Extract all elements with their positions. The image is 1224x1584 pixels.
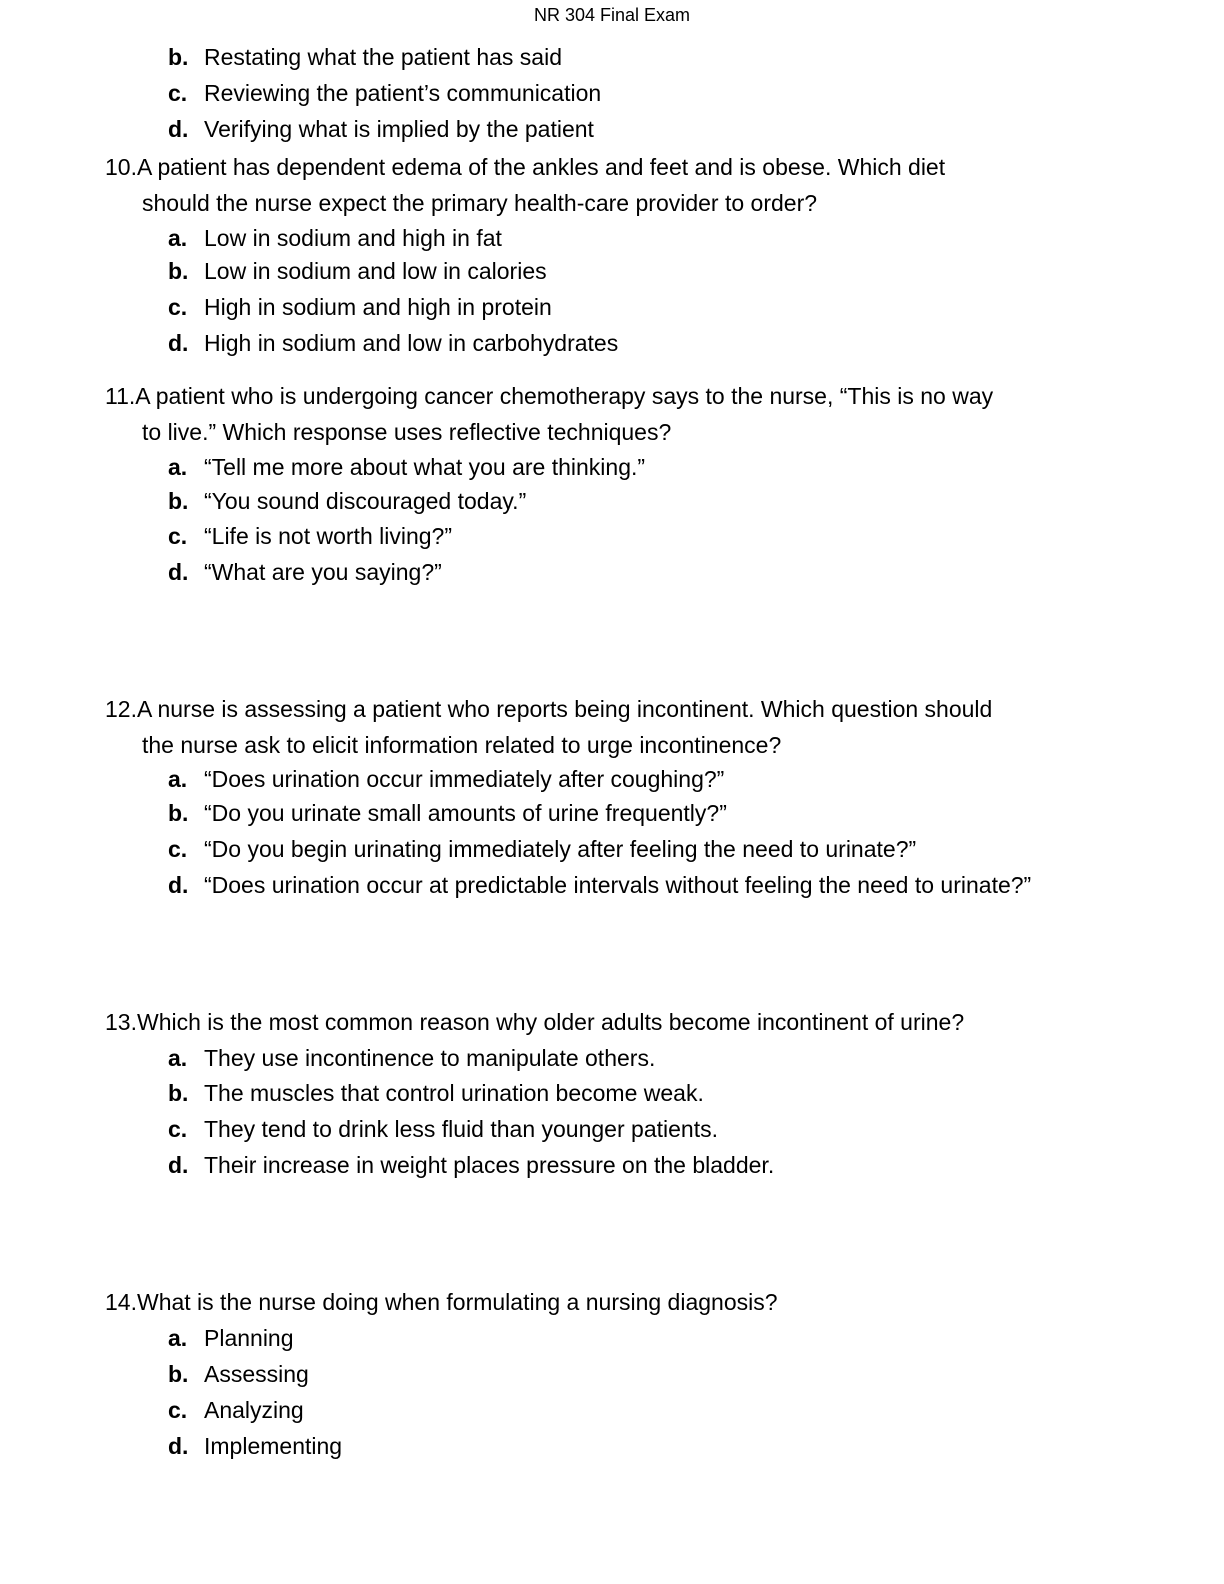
option-text: “Do you begin urinating immediately after feeling the need to urinate?” xyxy=(204,836,917,862)
option-letter: d. xyxy=(168,872,189,898)
question-14-option-a xyxy=(168,1324,294,1352)
question-12-option-c xyxy=(168,835,916,863)
option-letter: b. xyxy=(168,1080,189,1106)
option-text: Analyzing xyxy=(204,1397,304,1423)
question-11-option-b xyxy=(168,487,526,515)
question-11-stem-line-1 xyxy=(105,382,993,410)
question-stem: A nurse is assessing a patient who reports being incontinent. Which question should xyxy=(136,696,993,722)
option-text: Restating what the patient has said xyxy=(204,44,563,70)
option-text: “Tell me more about what you are thinking.” xyxy=(204,454,646,480)
question-10-option-d xyxy=(168,329,618,357)
question-stem: What is the nurse doing when formulating a nursing diagnosis? xyxy=(136,1289,778,1315)
option-text: Low in sodium and low in calories xyxy=(204,258,547,284)
option-text: “What are you saying?” xyxy=(204,559,442,585)
option-text: Implementing xyxy=(204,1433,343,1459)
question-13-option-d xyxy=(168,1151,774,1179)
question-12-option-b xyxy=(168,799,727,827)
question-13-option-a xyxy=(168,1044,655,1072)
option-text: “Do you urinate small amounts of urine frequently?” xyxy=(204,800,727,826)
question-stem: A patient has dependent edema of the ankles and feet and is obese. Which diet xyxy=(136,154,946,180)
option-text: “You sound discouraged today.” xyxy=(204,488,527,514)
option-text: The muscles that control urination become weak. xyxy=(204,1080,704,1106)
question-10-stem-line-2: should the nurse expect the primary health-care provider to order? xyxy=(142,190,818,216)
question-number: 12. xyxy=(105,696,137,722)
option-letter: a. xyxy=(168,454,188,480)
option-letter: d. xyxy=(168,1433,189,1459)
question-stem: Which is the most common reason why older adults become incontinent of urine? xyxy=(136,1009,965,1035)
option-continued-c xyxy=(168,79,601,107)
option-letter: b. xyxy=(168,258,189,284)
question-12-stem-line-2: the nurse ask to elicit information related to urge incontinence? xyxy=(142,732,782,758)
question-11-option-a xyxy=(168,453,645,481)
option-letter: d. xyxy=(168,116,189,142)
option-text: “Does urination occur immediately after coughing?” xyxy=(204,766,725,792)
option-text: “Does urination occur at predictable intervals without feeling the need to urinate?” xyxy=(204,872,1032,898)
option-text: High in sodium and low in carbohydrates xyxy=(204,330,619,356)
option-text: Assessing xyxy=(204,1361,309,1387)
option-letter: a. xyxy=(168,1045,188,1071)
option-text: They tend to drink less fluid than younger patients. xyxy=(204,1116,718,1142)
option-letter: d. xyxy=(168,330,189,356)
option-letter: c. xyxy=(168,523,188,549)
question-10-option-b xyxy=(168,257,547,285)
question-11-option-d xyxy=(168,558,442,586)
question-14-option-b xyxy=(168,1360,309,1388)
option-letter: b. xyxy=(168,44,189,70)
option-letter: c. xyxy=(168,1397,188,1423)
option-continued-b xyxy=(168,43,562,71)
option-text: Planning xyxy=(204,1325,294,1351)
question-10-option-c xyxy=(168,293,552,321)
question-number: 10. xyxy=(105,154,137,180)
question-12-option-a xyxy=(168,765,724,793)
page-header: NR 304 Final Exam xyxy=(533,5,691,25)
option-letter: b. xyxy=(168,488,189,514)
option-text: They use incontinence to manipulate others. xyxy=(204,1045,656,1071)
question-11-stem-line-2: to live.” Which response uses reflective techniques? xyxy=(142,419,672,445)
question-number: 14. xyxy=(105,1289,137,1315)
option-letter: a. xyxy=(168,225,188,251)
option-letter: a. xyxy=(168,766,188,792)
question-13-option-c xyxy=(168,1115,718,1143)
option-text: Their increase in weight places pressure on the bladder. xyxy=(204,1152,775,1178)
question-14-option-c xyxy=(168,1396,304,1424)
option-letter: a. xyxy=(168,1325,188,1351)
question-11-option-c xyxy=(168,522,452,550)
option-letter: c. xyxy=(168,294,188,320)
option-letter: b. xyxy=(168,1361,189,1387)
option-text: Reviewing the patient’s communication xyxy=(204,80,602,106)
option-letter: c. xyxy=(168,80,188,106)
question-13-option-b xyxy=(168,1079,704,1107)
question-14-option-d xyxy=(168,1432,342,1460)
option-letter: d. xyxy=(168,1152,189,1178)
question-10-option-a xyxy=(168,224,502,252)
question-14-stem-line-1 xyxy=(105,1288,778,1316)
option-text: “Life is not worth living?” xyxy=(204,523,452,549)
option-letter: d. xyxy=(168,559,189,585)
option-letter: c. xyxy=(168,1116,188,1142)
option-letter: b. xyxy=(168,800,189,826)
option-continued-d xyxy=(168,115,594,143)
question-number: 11. xyxy=(105,383,136,409)
question-13-stem-line-1 xyxy=(105,1008,964,1036)
option-text: High in sodium and high in protein xyxy=(204,294,552,320)
option-letter: c. xyxy=(168,836,188,862)
question-12-stem-line-1 xyxy=(105,695,992,723)
question-12-option-d xyxy=(168,871,1031,899)
option-text: Verifying what is implied by the patient xyxy=(204,116,594,142)
question-stem: A patient who is undergoing cancer chemotherapy says to the nurse, “This is no way xyxy=(135,383,994,409)
question-number: 13. xyxy=(105,1009,137,1035)
option-text: Low in sodium and high in fat xyxy=(204,225,502,251)
question-10-stem-line-1 xyxy=(105,153,945,181)
